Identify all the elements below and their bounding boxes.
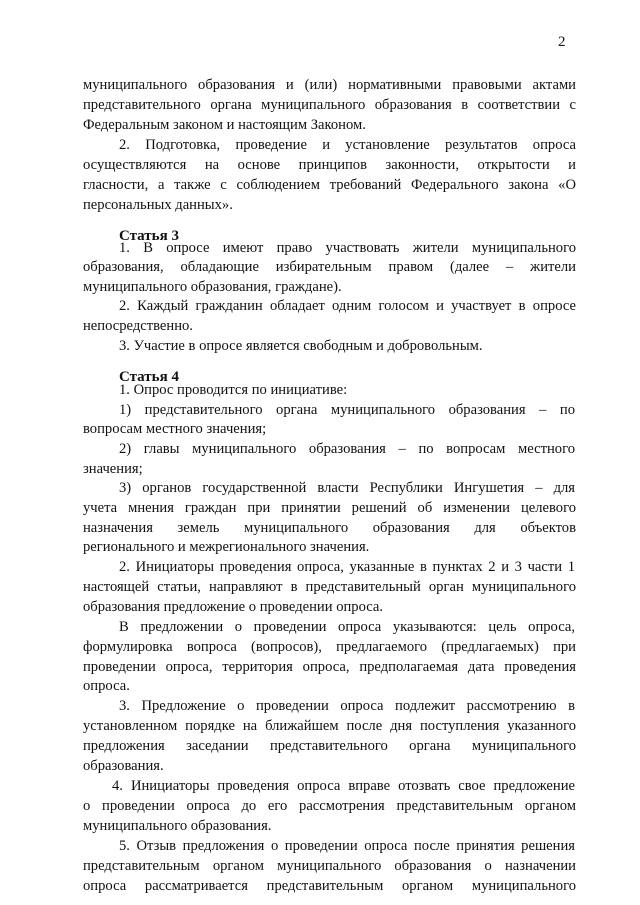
text-line: назначения земель муниципального образования для объектов (83, 520, 576, 536)
text-line: 2. Подготовка, проведение и установление результатов опроса (119, 137, 576, 153)
text-line: вопросам местного значения; (83, 421, 267, 437)
text-line: гласности, а также с соблюдением требований Федерального закона «О (83, 177, 576, 193)
text-line: учета мнения граждан при принятии решений об изменении целевого (83, 500, 576, 516)
text-line: формулировка вопроса (вопросов), предлагаемого (предлагаемых) при (83, 639, 576, 655)
text-line: 3) органов государственной власти Республики Ингушетия – для (119, 480, 575, 496)
text-line: 2. Каждый гражданин обладает одним голосом и участвует в опросе (119, 298, 576, 314)
text-line: 2. Инициаторы проведения опроса, указанные в пунктах 2 и 3 части 1 (119, 559, 575, 575)
text-line: образования. (83, 758, 164, 774)
article-heading: Статья 3 (119, 228, 179, 244)
text-line: образования предложение о проведении опроса. (83, 599, 384, 615)
text-line: предложения заседании представительного органа муниципального (83, 738, 576, 754)
text-line: значения; (83, 461, 143, 477)
text-line: представительного органа муниципального образования в соответствии с (83, 97, 576, 113)
text-line: 3. Предложение о проведении опроса подлежит рассмотрению в (119, 698, 575, 714)
text-line: муниципального образования. (83, 818, 272, 834)
text-line: В предложении о проведении опроса указываются: цель опроса, (119, 619, 575, 635)
text-line: 1. Опрос проводится по инициативе: (119, 382, 348, 398)
text-line: образования, обладающие избирательным правом (далее – жители (83, 259, 576, 275)
text-line: непосредственно. (83, 318, 193, 334)
text-line: 1. В опросе имеют право участвовать жители муниципального (119, 240, 576, 256)
page-number: 2 (558, 34, 566, 50)
article-heading: Статья 4 (119, 369, 179, 385)
text-line: персональных данных». (83, 197, 233, 213)
text-line: Федеральным законом и настоящим Законом. (83, 117, 366, 133)
text-line: установленном порядке на ближайшем после дня поступления указанного (83, 718, 576, 734)
text-line: осуществляются на основе принципов законности, открытости и (83, 157, 576, 173)
text-line: 2) главы муниципального образования – по вопросам местного (119, 441, 575, 457)
text-line: 1) представительного органа муниципального образования – по (119, 402, 575, 418)
text-line: муниципального образования, граждане). (83, 279, 342, 295)
text-line: 5. Отзыв предложения о проведении опроса после принятия решения (119, 838, 575, 854)
text-line: 3. Участие в опросе является свободным и добровольным. (119, 338, 483, 354)
text-line: опроса. (83, 678, 130, 694)
text-line: 4. Инициаторы проведения опроса вправе отозвать свое предложение (112, 778, 575, 794)
text-line: о проведении опроса до его рассмотрения представительным органом (83, 798, 576, 814)
text-line: муниципального образования и (или) нормативными правовыми актами (83, 77, 576, 93)
text-line: опроса рассматривается представительным органом муниципального (83, 878, 576, 894)
text-line: регионального и межрегионального значения. (83, 539, 370, 555)
text-line: представительным органом муниципального образования о назначении (83, 858, 576, 874)
text-line: проведении опроса, территория опроса, предполагаемая дата проведения (83, 659, 576, 675)
text-line: настоящей статьи, направляют в представительный орган муниципального (83, 579, 576, 595)
